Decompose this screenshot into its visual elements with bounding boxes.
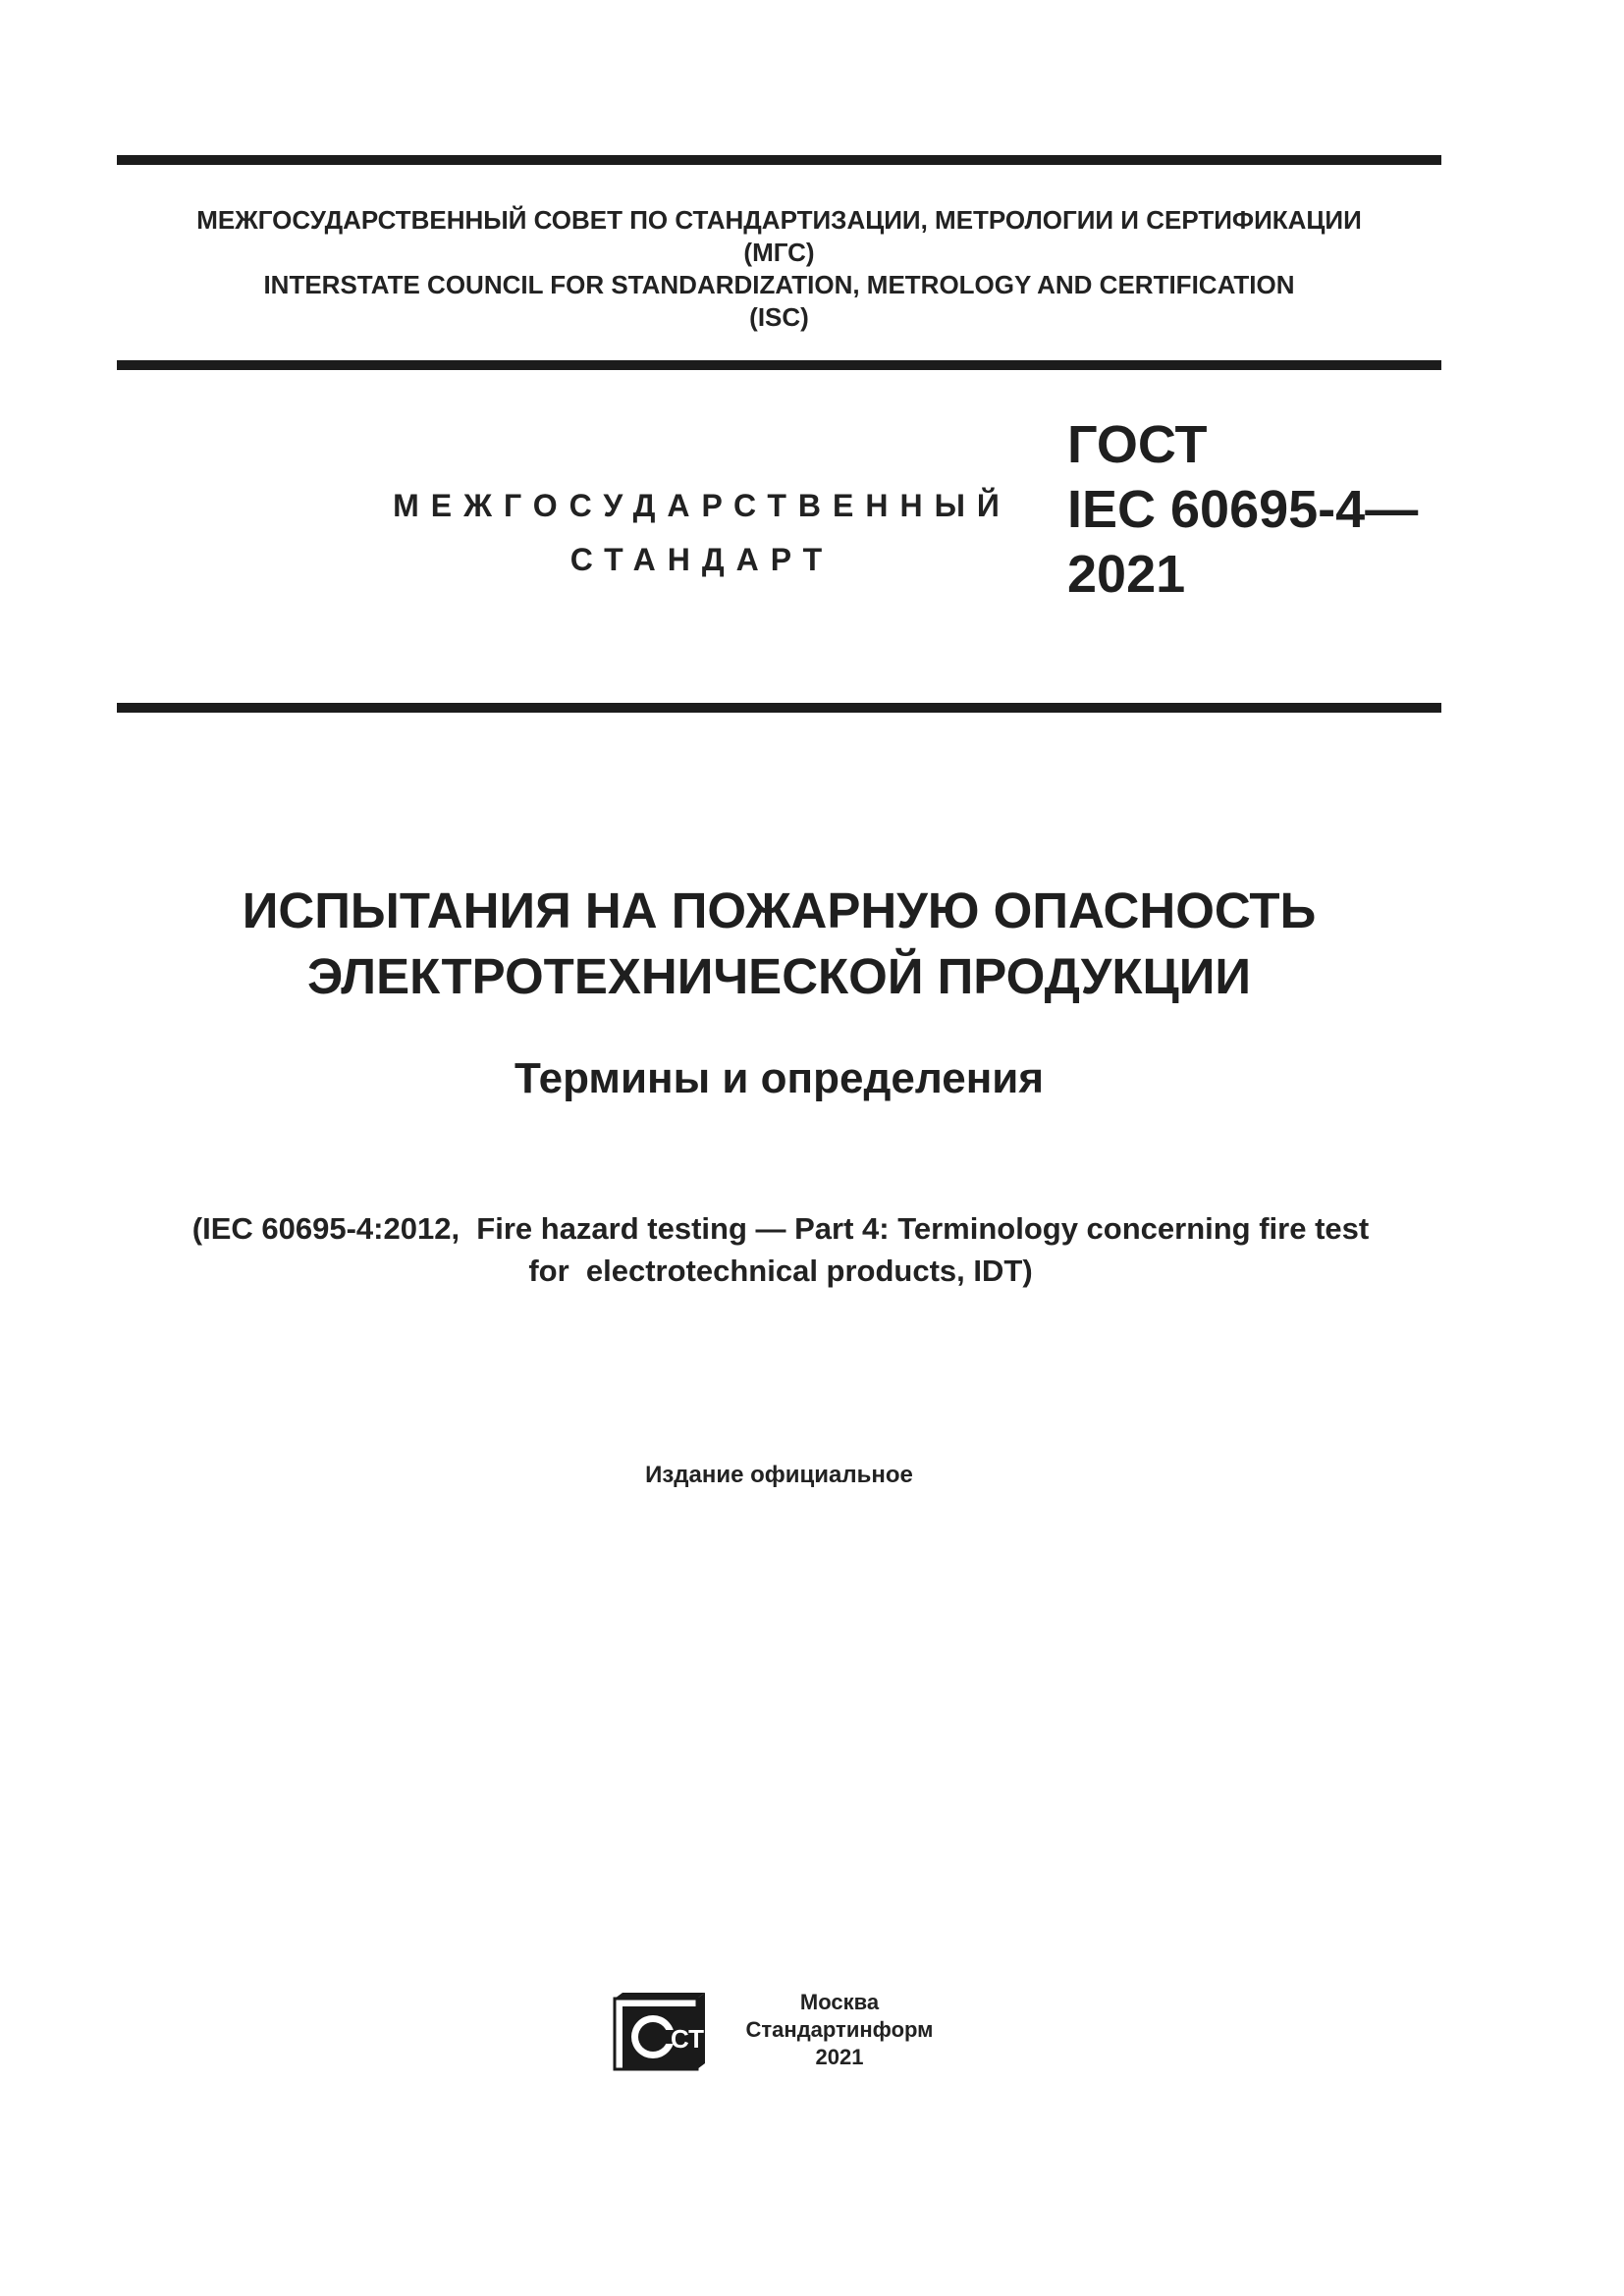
publisher-city: Москва bbox=[799, 1990, 880, 2014]
document-title bbox=[117, 878, 1441, 1009]
council-abbr-en: (ISC) bbox=[749, 302, 809, 332]
edition-note: Издание официальное bbox=[645, 1462, 913, 1488]
title-line-1: ИСПЫТАНИЯ НА ПОЖАРНУЮ ОПАСНОСТЬ bbox=[242, 882, 1317, 938]
standard-kind-line-1: МЕЖГОСУДАРСТВЕННЫЙ bbox=[393, 488, 1011, 523]
council-divider bbox=[117, 360, 1441, 370]
document-subtitle: Термины и определения bbox=[514, 1054, 1045, 1102]
source-reference-line-2: for electrotechnical products, IDT) bbox=[528, 1254, 1033, 1288]
designation-prefix: ГОСТ bbox=[1067, 415, 1208, 474]
top-divider bbox=[117, 155, 1441, 165]
designation-number: IEC 60695-4— bbox=[1067, 480, 1419, 539]
publisher-info bbox=[722, 1989, 957, 2071]
designation-year: 2021 bbox=[1067, 545, 1186, 604]
header-divider bbox=[117, 703, 1441, 713]
standard-kind bbox=[373, 479, 1031, 587]
standard-designation bbox=[1067, 412, 1418, 607]
publisher-year: 2021 bbox=[815, 2045, 864, 2069]
logo-text: СТИ bbox=[671, 2024, 723, 2054]
council-name-en: INTERSTATE COUNCIL FOR STANDARDIZATION, METROLOGY AND CERTIFICATION bbox=[263, 270, 1295, 299]
council-header bbox=[117, 204, 1441, 334]
title-line-2: ЭЛЕКТРОТЕХНИЧЕСКОЙ ПРОДУКЦИИ bbox=[306, 948, 1252, 1004]
council-abbr-ru: (МГС) bbox=[743, 238, 815, 267]
source-reference-line-1: (IEC 60695-4:2012, Fire hazard testing — Part 4: Terminology concerning fire test bbox=[191, 1211, 1370, 1246]
council-name-ru: МЕЖГОСУДАРСТВЕННЫЙ СОВЕТ ПО СТАНДАРТИЗАЦИИ, МЕТРОЛОГИИ И СЕРТИФИКАЦИИ bbox=[196, 205, 1362, 235]
publisher-name: Стандартинформ bbox=[745, 2017, 934, 2042]
source-standard-reference bbox=[98, 1207, 1463, 1292]
standartinform-logo-icon bbox=[614, 1993, 723, 2071]
standard-kind-line-2: СТАНДАРТ bbox=[569, 542, 835, 577]
